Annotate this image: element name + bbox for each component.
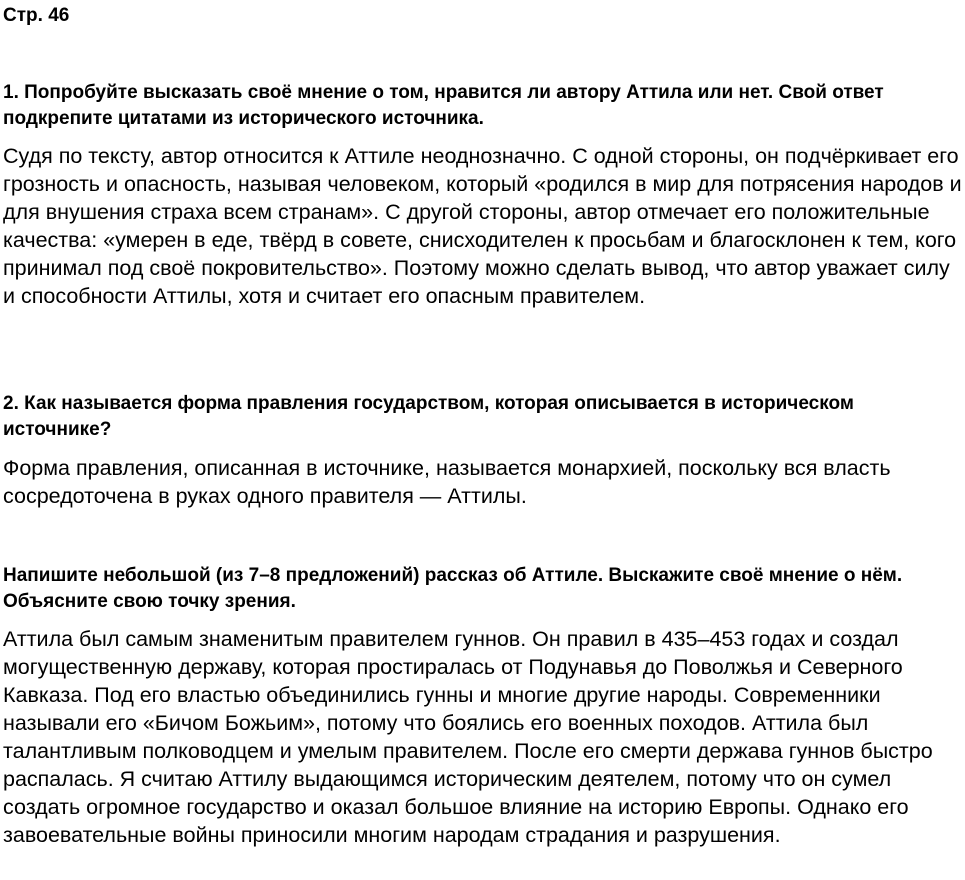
answer-1: Судя по тексту, автор относится к Аттиле неоднозначно. С одной стороны, он подчёркивает его грозность и опасность, называя человеком, который «родился в мир для потрясения народов и для внушения страха всем странам». С другой стороны, автор отмечает его положительные качества: «умерен в еде, твёрд в совете, снисходителен к просьбам и благосклонен к тем, кого принимал под своё покровительство». Поэтому можно сделать вывод, что автор уважает силу и способности Аттилы, хотя и считает его опасным правителем. (3, 144, 962, 308)
question-2: 2. Как называется форма правления государством, которая описывается в историческом источнике? (3, 393, 854, 440)
answer-3: Аттила был самым знаменитым правителем гуннов. Он правил в 435–453 годах и создал могущественную державу, которая простиралась от Подунавья до Поволжья и Северного Кавказа. Под его властью объединились гунны и многие другие народы. Современники называли его «Бичом Божьим», потому что боялись его военных походов. Аттила был талантливым полководцем и умелым правителем. После его смерти держава гуннов быстро распалась. Я считаю Аттилу выдающимся историческим деятелем, потому что он сумел создать огромное государство и оказал большое влияние на историю Европы. Однако его завоевательные войны приносили многим народам страдания и разрушения. (3, 627, 933, 847)
question-3: Напишите небольшой (из 7–8 предложений) рассказ об Аттиле. Выскажите своё мнение о нём. Объясните свою точку зрения. (3, 565, 903, 612)
question-1: 1. Попробуйте высказать своё мнение о том, нравится ли автору Аттила или нет. Свой ответ подкрепите цитатами из исторического источника. (3, 82, 884, 129)
answer-2: Форма правления, описанная в источнике, называется монархией, поскольку вся власть сосредоточена в руках одного правителя — Аттилы. (3, 456, 891, 508)
page-number-label: Стр. 46 (3, 5, 70, 26)
